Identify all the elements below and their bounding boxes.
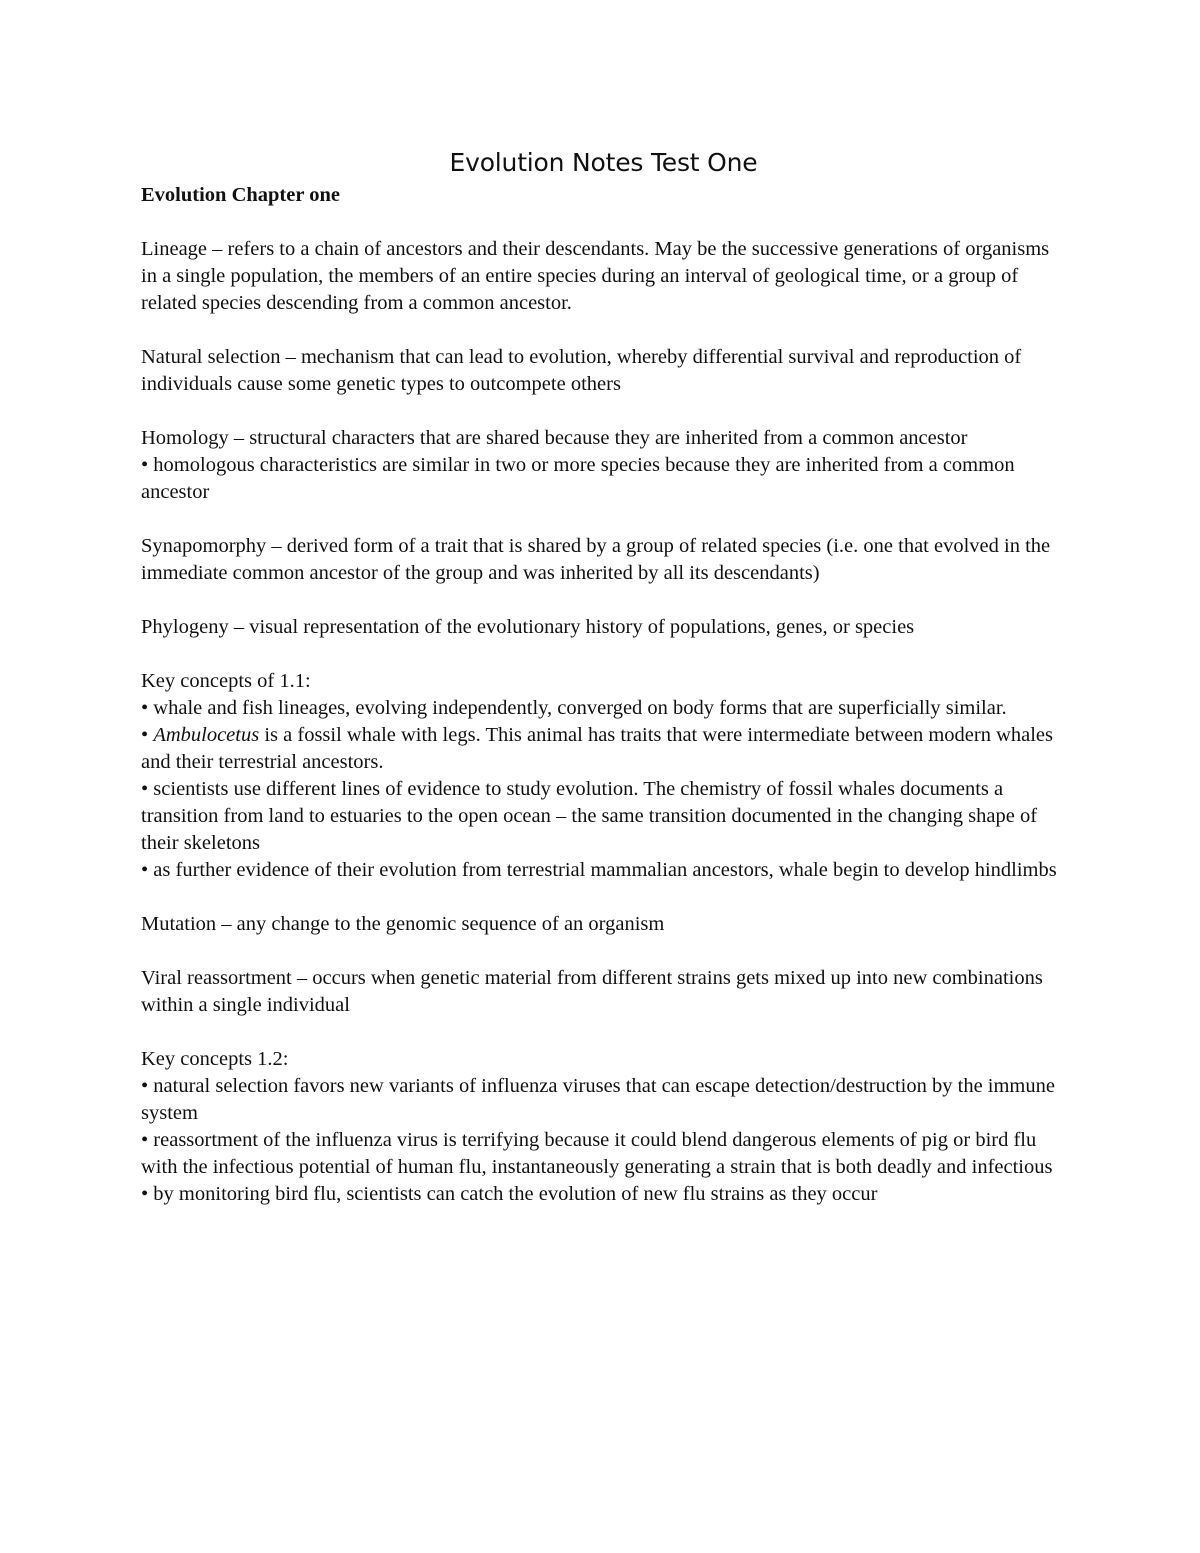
document-body (141, 146, 1066, 1235)
bullet-2-prefix: • (141, 724, 154, 746)
synapomorphy-text: Synapomorphy – derived form of a trait that is shared by a group of related species (i.e. one that evolved in the immediate common ancestor of the group and was inherited by all its descendants) (141, 535, 1051, 584)
homology-text: Homology – structural characters that are shared because they are inherited from a common ancestor (141, 427, 968, 449)
synapomorphy-definition (141, 533, 1066, 587)
key-concepts-1-1-bullet-4: • as further evidence of their evolution from terrestrial mammalian ancestors, whale begin to develop hindlimbs (141, 859, 1057, 881)
phylogeny-definition (141, 614, 1066, 641)
natural-selection-text: Natural selection – mechanism that can lead to evolution, whereby differential survival and reproduction of individuals cause some genetic types to outcompete others (141, 346, 1022, 395)
key-concepts-1-1-bullet-1: • whale and fish lineages, evolving independently, converged on body forms that are superficially similar. (141, 697, 1007, 719)
lineage-text: Lineage – refers to a chain of ancestors and their descendants. May be the successive generations of organisms in a single population, the members of an entire species during an interval of geological time, or a group of related species descending from a common ancestor. (141, 238, 1050, 314)
key-concepts-1-2-bullet-3: • by monitoring bird flu, scientists can catch the evolution of new flu strains as they occur (141, 1183, 878, 1205)
viral-reassortment-definition (141, 965, 1066, 1019)
lineage-definition (141, 236, 1066, 317)
key-concepts-1-1 (141, 668, 1066, 884)
viral-reassortment-text: Viral reassortment – occurs when genetic material from different strains gets mixed up into new combinations within a single individual (141, 967, 1043, 1016)
mutation-definition (141, 911, 1066, 938)
natural-selection-definition (141, 344, 1066, 398)
mutation-text: Mutation – any change to the genomic sequence of an organism (141, 913, 665, 935)
document-title: Evolution Notes Test One (449, 148, 758, 177)
key-concepts-1-1-bullet-3: • scientists use different lines of evidence to study evolution. The chemistry of fossil whales documents a transition from land to estuaries to the open ocean – the same transition documented in the changing shape of their skeletons (141, 778, 1038, 854)
bullet-2-rest: is a fossil whale with legs. This animal has traits that were intermediate between modern whales and their terrestrial ancestors. (141, 724, 1053, 773)
key-concepts-1-2 (141, 1046, 1066, 1208)
homology-bullet: • homologous characteristics are similar in two or more species because they are inherited from a common ancestor (141, 454, 1015, 503)
phylogeny-text: Phylogeny – visual representation of the evolutionary history of populations, genes, or species (141, 616, 915, 638)
homology-definition (141, 425, 1066, 506)
chapter-heading: Evolution Chapter one (141, 184, 340, 206)
key-concepts-1-1-heading: Key concepts of 1.1: (141, 670, 311, 692)
key-concepts-1-1-bullet-2 (141, 722, 1066, 776)
key-concepts-1-2-heading: Key concepts 1.2: (141, 1048, 289, 1070)
key-concepts-1-2-bullet-1: • natural selection favors new variants of influenza viruses that can escape detection/destruction by the immune system (141, 1075, 1055, 1124)
key-concepts-1-2-bullet-2: • reassortment of the influenza virus is terrifying because it could blend dangerous elements of pig or bird flu with the infectious potential of human flu, instantaneously generating a strain that is both deadly and infectious (141, 1129, 1053, 1178)
ambulocetus-term: Ambulocetus (153, 724, 260, 746)
